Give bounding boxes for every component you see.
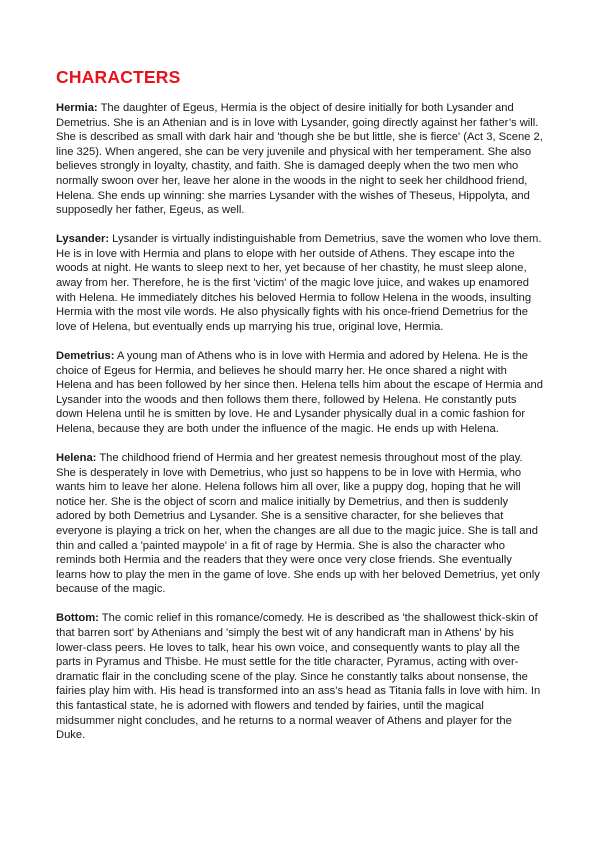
character-description: The childhood friend of Hermia and her greatest nemesis throughout most of the play. She is desperately in love with Demetrius, who just so happens to be in love with Hermia, who wants him to leave her alone. Helena follows him all over, like a puppy dog, hoping that he will notice her. She is the object of scorn and malice initially by Demetrius, and then is suddenly adored by both Demetrius and Lysander. She is a sensitive character, for she believes that everyone is playing a trick on her, when the changes are all due to the magic juice. She is tall and thin and called a 'painted maypole' in a fit of rage by Hermia. She is also the character who reminds both Hermia and the readers that they were once very close friends. She eventually learns how to play the men in the game of love. She ends up with her beloved Demetrius, yet only because of the magic. bbox=[56, 451, 540, 596]
character-entry-demetrius bbox=[56, 349, 544, 437]
character-name: Demetrius: bbox=[56, 349, 115, 362]
character-name: Bottom: bbox=[56, 612, 99, 625]
character-name: Helena: bbox=[56, 451, 97, 464]
character-entry-helena bbox=[56, 451, 544, 597]
character-name: Lysander: bbox=[56, 233, 110, 246]
character-name: Hermia: bbox=[56, 102, 98, 114]
character-entry-lysander bbox=[56, 232, 544, 334]
character-entry-bottom bbox=[56, 611, 544, 742]
character-description: The comic relief in this romance/comedy. He is described as 'the shallowest thick-skin of that barren sort' by Athenians and 'simply the best wit of any handicraft man in Athens' by his lower-class peers. He loves to talk, hear his own voice, and consequently wants to play all the parts in Pyramus and Thisbe. He must settle for the title character, Pyramus, acting with over-dramatic flair in the concluding scene of the play. Since he constantly talks about nonsense, the fairies play him with. His head is transformed into an ass’s head as Titania falls in love with him. In this fantastical state, he is adorned with flowers and tended by fairies, until the magical midsummer night concludes, and he returns to a normal weaver of Athens and player for the Duke. bbox=[56, 612, 541, 742]
page-title: CHARACTERS bbox=[56, 67, 181, 87]
character-entry-hermia bbox=[56, 101, 544, 218]
character-description: Lysander is virtually indistinguishable from Demetrius, save the women who love them. He is in love with Hermia and plans to elope with her outside of Athens. They escape into the woods at night. He wants to sleep next to her, yet because of her chastity, he must sleep alone, away from her. Therefore, he is the first 'victim' of the magic love juice, and wakes up enamored with Helena. He immediately ditches his beloved Hermia to follow Helena in the woods, insulting Hermia with the most vile words. He also physically fights with his once-friend Demetrius for the love of Helena, but eventually ends up marrying his true, original love, Hermia. bbox=[56, 233, 542, 333]
character-description: A young man of Athens who is in love with Hermia and adored by Helena. He is the choice of Egeus for Hermia, and believes he should marry her. He once shared a night with Helena and has been followed by her since then. Helena tells him about the escape of Hermia and Lysander into the woods and then follows them there, followed by Helena. He constantly puts down Helena until he is smitten by love. He and Lysander physically dual in a comic fashion for Helena, because they are both under the influence of the magic. He ends up with Helena. bbox=[56, 349, 543, 435]
character-description: The daughter of Egeus, Hermia is the object of desire initially for both Lysander and Demetrius. She is an Athenian and is in love with Lysander, going directly against her father’s will. She is described as small with dark hair and 'though she be but little, she is fierce' (Act 3, Scene 2, line 325). When angered, she can be very juvenile and physical with her temperament. She also believes strongly in loyalty, chastity, and faith. She is damaged deeply when the two men who normally swoon over her, leave her alone in the woods in the night to seek her childhood friend, Helena. She ends up winning: she marries Lysander with the wishes of Theseus, Hippolyta, and supposedly her father, Egeus, as well. bbox=[56, 102, 543, 217]
document-page bbox=[56, 64, 544, 757]
